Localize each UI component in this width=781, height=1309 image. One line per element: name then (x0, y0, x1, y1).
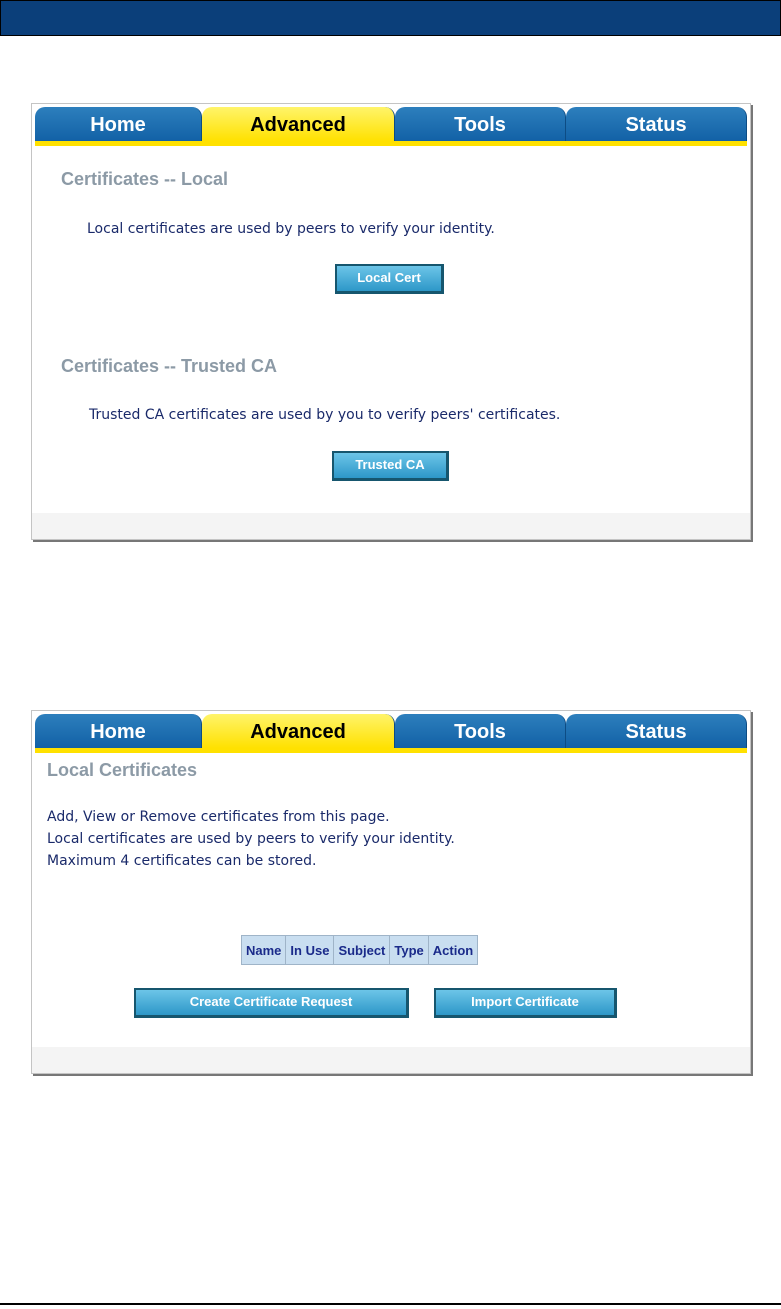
nav-tabbar (32, 711, 750, 752)
tab-home[interactable]: Home (35, 107, 202, 141)
info-line-3: Maximum 4 certificates can be stored. (47, 853, 317, 869)
top-header-bar (0, 0, 781, 36)
trusted-description: Trusted CA certificates are used by you to verify peers' certificates. (89, 407, 561, 423)
local-certificates-heading: Local Certificates (47, 760, 198, 780)
local-description: Local certificates are used by peers to verify your identity. (87, 221, 495, 237)
tab-advanced[interactable]: Advanced (202, 107, 395, 141)
trusted-heading: Certificates -- Trusted CA (61, 356, 278, 376)
col-action: Action (428, 936, 477, 965)
panel-footer (32, 513, 750, 539)
info-line-2: Local certificates are used by peers to verify your identity. (47, 831, 455, 847)
tab-status[interactable]: Status (566, 107, 747, 141)
tab-home[interactable]: Home (35, 714, 202, 748)
local-heading: Certificates -- Local (61, 169, 229, 189)
local-certificates-panel (31, 710, 751, 1074)
col-subject: Subject (334, 936, 390, 965)
tab-tools[interactable]: Tools (395, 714, 566, 748)
trusted-ca-button[interactable]: Trusted CA (332, 451, 449, 481)
local-cert-button[interactable]: Local Cert (335, 264, 444, 294)
import-certificate-button[interactable]: Import Certificate (434, 988, 617, 1018)
bottom-rule (0, 1303, 781, 1305)
tab-status[interactable]: Status (566, 714, 747, 748)
tab-tools[interactable]: Tools (395, 107, 566, 141)
col-type: Type (390, 936, 428, 965)
certificates-table (241, 935, 478, 965)
create-certificate-request-button[interactable]: Create Certificate Request (134, 988, 409, 1018)
col-in-use: In Use (286, 936, 334, 965)
info-line-1: Add, View or Remove certificates from this page. (47, 809, 390, 825)
tab-advanced[interactable]: Advanced (202, 714, 395, 748)
col-name: Name (242, 936, 286, 965)
certificates-overview-panel (31, 103, 751, 540)
table-header-row (242, 936, 478, 965)
panel-footer (32, 1047, 750, 1073)
panel-body (32, 146, 750, 539)
nav-tabbar (32, 104, 750, 145)
panel-body (32, 753, 750, 1073)
